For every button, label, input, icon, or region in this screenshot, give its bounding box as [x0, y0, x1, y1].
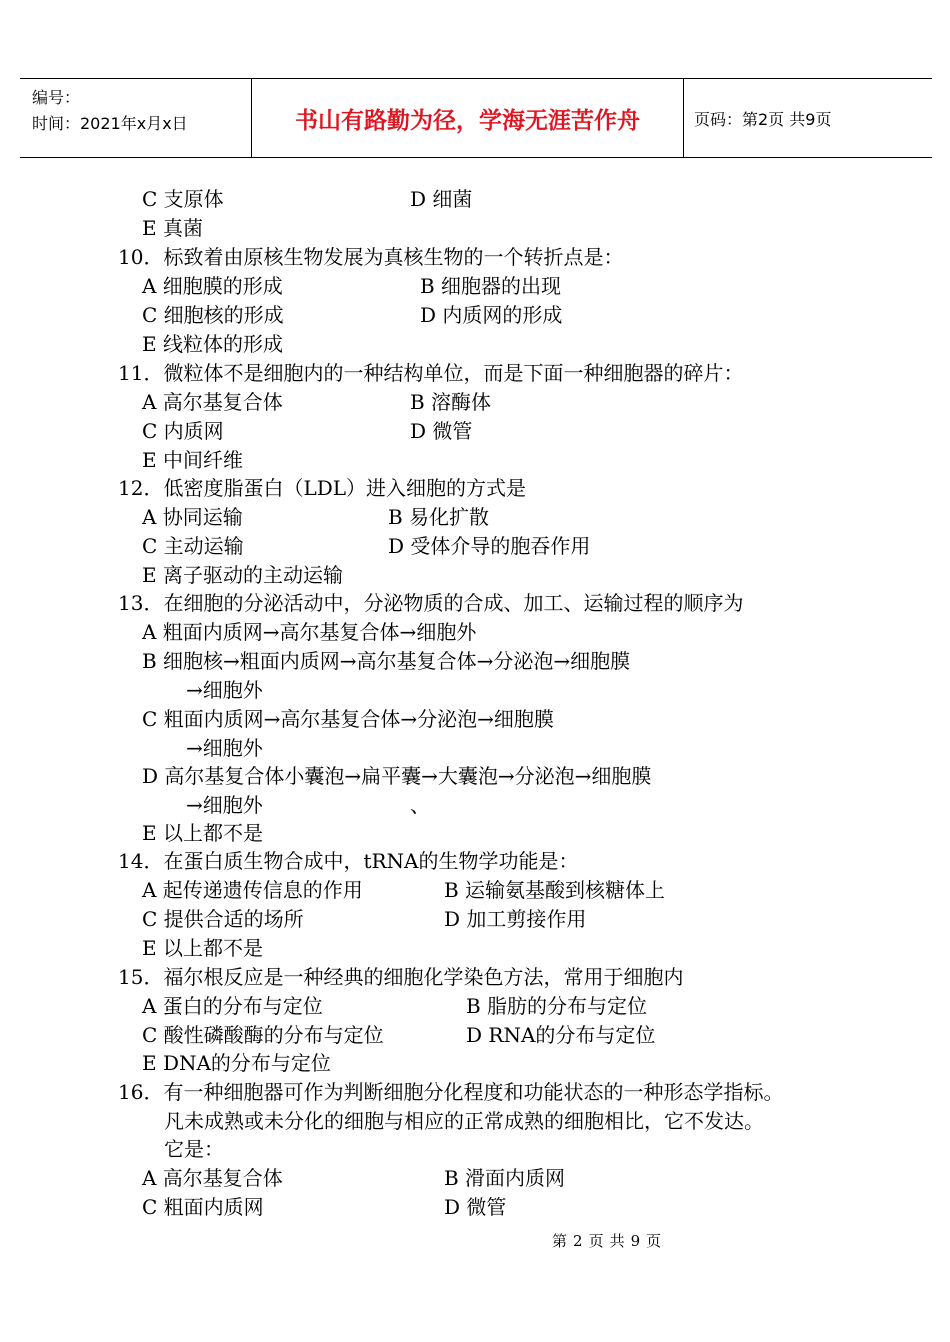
option-line: B 细胞器的出现 — [420, 274, 562, 298]
option-line: E 中间纤维 — [142, 448, 243, 472]
option-line: C 酸性磷酸酶的分布与定位 — [142, 1023, 384, 1047]
question-12: 12．低密度脂蛋白（LDL）进入细胞的方式是 — [118, 476, 527, 500]
time-label: 时间：2021年x月x日 — [32, 114, 188, 133]
number-label: 编号： — [32, 88, 81, 107]
option-line: D RNA的分布与定位 — [466, 1023, 656, 1047]
stray-mark: 、 — [410, 793, 430, 817]
footer-end-word: 页 — [646, 1232, 662, 1250]
header-motto: 书山有路勤为径，学海无涯苦作舟 — [252, 79, 684, 157]
option-line: C 细胞核的形成 — [142, 303, 284, 327]
question-14: 14．在蛋白质生物合成中，tRNA的生物学功能是： — [118, 849, 579, 873]
option-line: C 提供合适的场所 — [142, 907, 304, 931]
option-line: D 内质网的形成 — [420, 303, 563, 327]
footer-total-num: 9 — [630, 1232, 641, 1250]
option-line: A 协同运输 — [142, 505, 243, 529]
option-line: E 线粒体的形成 — [142, 332, 283, 356]
option-line: E 以上都不是 — [142, 936, 263, 960]
option-line: E DNA的分布与定位 — [142, 1051, 331, 1075]
question-16: 16．有一种细胞器可作为判断细胞分化程度和功能状态的一种形态学指标。 — [118, 1080, 784, 1104]
question-continuation: 凡未成熟或未分化的细胞与相应的正常成熟的细胞相比，它不发达。 — [164, 1109, 764, 1133]
option-line: B 易化扩散 — [388, 505, 490, 529]
option-line: A 粗面内质网→高尔基复合体→细胞外 — [142, 620, 477, 644]
header-page-info: 页码：第2页 共9页 — [694, 109, 832, 129]
question-10: 10．标致着由原核生物发展为真核生物的一个转折点是： — [118, 245, 624, 269]
option-continuation: →细胞外 — [186, 793, 263, 817]
option-line: D 微管 — [410, 419, 473, 443]
question-11: 11．微粒体不是细胞内的一种结构单位，而是下面一种细胞器的碎片： — [118, 361, 744, 385]
option-line: C 内质网 — [142, 419, 224, 443]
option-line: C 主动运输 — [142, 534, 244, 558]
question-15: 15．福尔根反应是一种经典的细胞化学染色方法，常用于细胞内 — [118, 965, 684, 989]
option-line: B 细胞核→粗面内质网→高尔基复合体→分泌泡→细胞膜 — [142, 649, 631, 673]
option-line: E 离子驱动的主动运输 — [142, 563, 343, 587]
option-line: B 运输氨基酸到核糖体上 — [444, 878, 666, 902]
page-header — [20, 78, 932, 158]
option-line: C 粗面内质网→高尔基复合体→分泌泡→细胞膜 — [142, 707, 554, 731]
footer-page-word: 第 — [552, 1232, 568, 1250]
option-continuation: →细胞外 — [186, 736, 263, 760]
page-footer — [552, 1230, 667, 1251]
option-line: C 粗面内质网 — [142, 1195, 264, 1219]
question-13: 13．在细胞的分泌活动中，分泌物质的合成、加工、运输过程的顺序为 — [118, 591, 744, 615]
footer-total-word: 共 — [609, 1232, 625, 1250]
option-line: B 脂肪的分布与定位 — [466, 994, 648, 1018]
option-line: D 加工剪接作用 — [444, 907, 587, 931]
option-line: A 蛋白的分布与定位 — [142, 994, 323, 1018]
option-line: A 高尔基复合体 — [142, 1166, 283, 1190]
option-line: D 微管 — [444, 1195, 507, 1219]
footer-page-num: 2 — [573, 1232, 583, 1250]
option-line: A 细胞膜的形成 — [142, 274, 283, 298]
option-line: A 起传递遗传信息的作用 — [142, 878, 363, 902]
option-line: E 真菌 — [142, 216, 203, 240]
option-line: E 以上都不是 — [142, 821, 263, 845]
option-line: C 支原体 — [142, 187, 224, 211]
option-line: D 受体介导的胞吞作用 — [388, 534, 591, 558]
footer-of-word: 页 — [588, 1232, 604, 1250]
option-continuation: →细胞外 — [186, 678, 263, 702]
option-line: D 细菌 — [410, 187, 473, 211]
option-line: B 溶酶体 — [410, 390, 492, 414]
option-line: A 高尔基复合体 — [142, 390, 283, 414]
header-meta — [20, 79, 252, 157]
option-line: B 滑面内质网 — [444, 1166, 566, 1190]
option-line: D 高尔基复合体小囊泡→扁平囊→大囊泡→分泌泡→细胞膜 — [142, 764, 652, 788]
question-continuation: 它是： — [164, 1137, 224, 1161]
